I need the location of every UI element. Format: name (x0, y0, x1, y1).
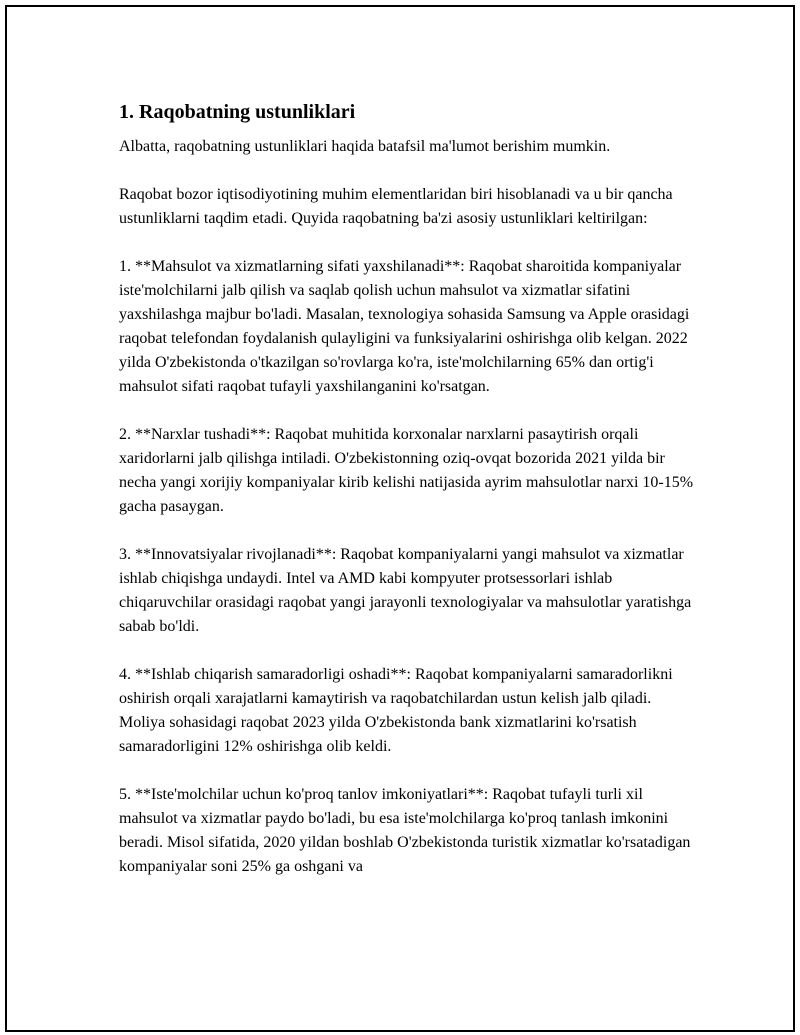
point-1-paragraph: 1. **Mahsulot va xizmatlarning sifati yaxshilanadi**: Raqobat sharoitida kompaniyalar iste'molchilarni jalb qilish va saqlab qolish uchun mahsulot va xizmatlar sifatini yaxshilashga majbur bo'ladi. Masalan, texnologiya sohasida Samsung va Apple orasidagi raqobat telefondan foydalanish qulayligini va funksiyalarini oshirishga olib kelgan. 2022 yilda O'zbekistonda o'tkazilgan so'rovlarga ko'ra, iste'molchilarning 65% dan ortig'i mahsulot sifati raqobat tufayli yaxshilanganini ko'rsatgan. (119, 258, 690, 395)
intro-paragraph: Albatta, raqobatning ustunliklari haqida batafsil ma'lumot berishim mumkin. (119, 138, 611, 155)
point-5-paragraph: 5. **Iste'molchilar uchun ko'proq tanlov imkoniyatlari**: Raqobat tufayli turli xil mahsulot va xizmatlar paydo bo'ladi, bu esa iste'molchilarga ko'proq tanlash imkonini beradi. Misol sifatida, 2020 yildan boshlab O'zbekistonda turistik xizmatlar ko'rsatadigan kompaniyalar soni 25% ga oshgani va (119, 786, 691, 875)
page-frame (5, 5, 795, 1032)
document-body (119, 99, 699, 903)
overview-paragraph: Raqobat bozor iqtisodiyotining muhim elementlaridan biri hisoblanadi va u bir qancha ustunliklarni taqdim etadi. Quyida raqobatning ba'zi asosiy ustunliklari keltirilgan: (119, 186, 673, 227)
point-3-paragraph: 3. **Innovatsiyalar rivojlanadi**: Raqobat kompaniyalarni yangi mahsulot va xizmatlar ishlab chiqishga undaydi. Intel va AMD kabi kompyuter protsessorlari ishlab chiqaruvchilar orasidagi raqobat yangi jarayonli texnologiyalar va mahsulotlar yaratishga sabab bo'ldi. (119, 546, 692, 635)
point-2-paragraph: 2. **Narxlar tushadi**: Raqobat muhitida korxonalar narxlarni pasaytirish orqali xaridorlarni jalb qilishga intiladi. O'zbekistonning oziq-ovqat bozorida 2021 yilda bir necha yangi xorijiy kompaniyalar kirib kelishi natijasida ayrim mahsulotlar narxi 10-15% gacha pasaygan. (119, 426, 694, 515)
point-4-paragraph: 4. **Ishlab chiqarish samaradorligi oshadi**: Raqobat kompaniyalarni samaradorlikni oshirish orqali xarajatlarni kamaytirish va raqobatchilardan ustun kelish jalb qiladi. Moliya sohasidagi raqobat 2023 yilda O'zbekistonda bank xizmatlarini ko'rsatish samaradorligini 12% oshirishga olib keldi. (119, 666, 673, 755)
document-title: 1. Raqobatning ustunliklari (119, 101, 356, 123)
